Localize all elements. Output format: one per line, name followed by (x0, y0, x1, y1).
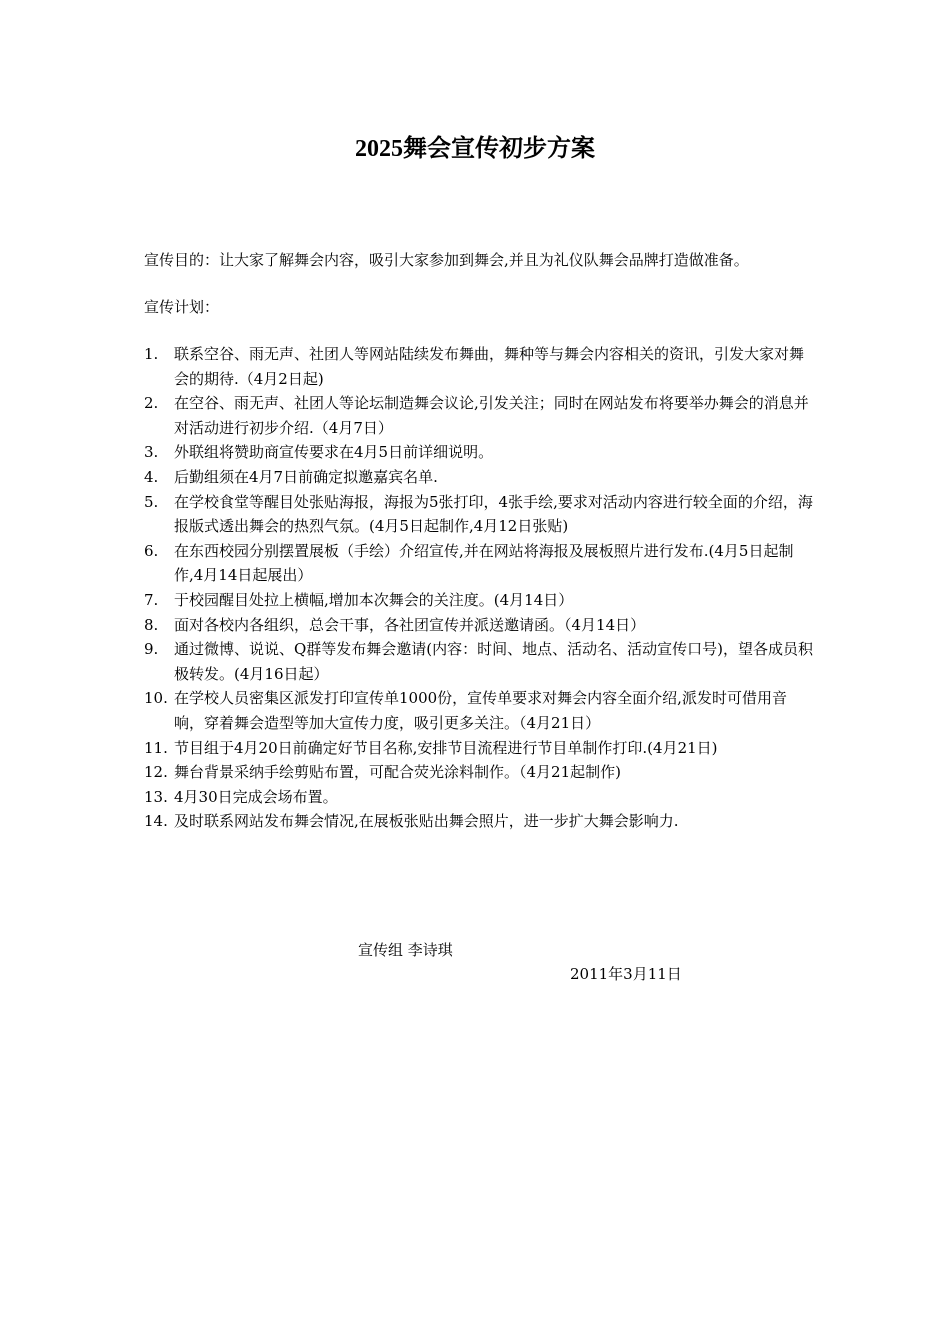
plan-item-text: 在学校人员密集区派发打印宣传单1000份，宣传单要求对舞会内容全面介绍,派发时可借用音响，穿着舞会造型等加大宣传力度，吸引更多关注。（4月21日） (174, 689, 787, 732)
plan-item-text: 通过微博、说说、Q群等发布舞会邀请(内容：时间、地点、活动名、活动宣传口号)，望各成员积极转发。(4月16日起） (174, 640, 814, 683)
plan-item (144, 588, 814, 613)
plan-heading: 宣传计划： (144, 298, 220, 316)
plan-item (144, 465, 814, 490)
plan-item-text: 节目组于4月20日前确定好节目名称,安排节目流程进行节目单制作打印.(4月21日) (174, 738, 718, 757)
plan-item-number: 9. (144, 640, 159, 659)
plan-item-number: 7. (144, 590, 159, 609)
plan-item-number: 6. (144, 541, 159, 560)
plan-item-number: 3. (144, 443, 159, 462)
plan-item-number: 11. (144, 738, 168, 757)
plan-item-number: 4. (144, 467, 159, 486)
plan-item-number: 13. (144, 787, 168, 806)
plan-item (144, 785, 814, 810)
plan-item (144, 613, 814, 638)
plan-item-text: 于校园醒目处拉上横幅,增加本次舞会的关注度。(4月14日） (174, 590, 574, 609)
plan-item-number: 14. (144, 812, 168, 831)
signature-date: 2011年3月11日 (570, 965, 682, 983)
plan-item-number: 8. (144, 615, 159, 634)
plan-item-number: 5. (144, 492, 159, 511)
plan-item (144, 686, 814, 735)
plan-item-text: 及时联系网站发布舞会情况,在展板张贴出舞会照片，进一步扩大舞会影响力. (174, 812, 679, 831)
plan-item-text: 后勤组须在4月7日前确定拟邀嘉宾名单. (174, 467, 438, 486)
plan-item-number: 2. (144, 394, 159, 413)
plan-item-number: 1. (144, 345, 159, 363)
plan-list (144, 342, 814, 834)
plan-item (144, 342, 814, 391)
plan-item-text: 在东西校园分别摆置展板（手绘）介绍宣传,并在网站将海报及展板照片进行发布.(4月5日起制作,4月14日起展出） (174, 541, 794, 585)
plan-item (144, 637, 814, 686)
plan-item (144, 440, 814, 465)
plan-item (144, 391, 814, 440)
plan-item-text: 4月30日完成会场布置。 (174, 787, 338, 806)
plan-item-text: 联系空谷、雨无声、社团人等网站陆续发布舞曲，舞种等与舞会内容相关的资讯，引发大家对舞会的期待.（4月2日起) (174, 345, 805, 388)
plan-item-text: 外联组将赞助商宣传要求在4月5日前详细说明。 (174, 443, 494, 462)
plan-item (144, 760, 814, 785)
plan-item (144, 539, 814, 588)
signature-group: 宣传组 李诗琪 (358, 941, 453, 959)
plan-item-text: 在空谷、雨无声、社团人等论坛制造舞会议论,引发关注；同时在网站发布将要举办舞会的消息并对活动进行初步介绍.（4月7日） (174, 394, 809, 437)
plan-item (144, 809, 814, 834)
document-title: 2025舞会宣传初步方案 (355, 136, 595, 162)
plan-item-text: 面对各校内各组织，总会干事，各社团宣传并派送邀请函。（4月14日） (174, 615, 646, 634)
purpose-paragraph: 宣传目的：让大家了解舞会内容，吸引大家参加到舞会,并且为礼仪队舞会品牌打造做准备。 (144, 251, 749, 269)
plan-item-text: 舞台背景采纳手绘剪贴布置，可配合荧光涂料制作。（4月21起制作) (174, 763, 621, 782)
plan-item (144, 736, 814, 761)
plan-item (144, 490, 814, 539)
plan-item-text: 在学校食堂等醒目处张贴海报，海报为5张打印，4张手绘,要求对活动内容进行较全面的介绍，海报版式透出舞会的热烈气氛。(4月5日起制作,4月12日张贴) (174, 492, 813, 536)
plan-item-number: 10. (144, 689, 168, 708)
plan-item-number: 12. (144, 763, 168, 782)
